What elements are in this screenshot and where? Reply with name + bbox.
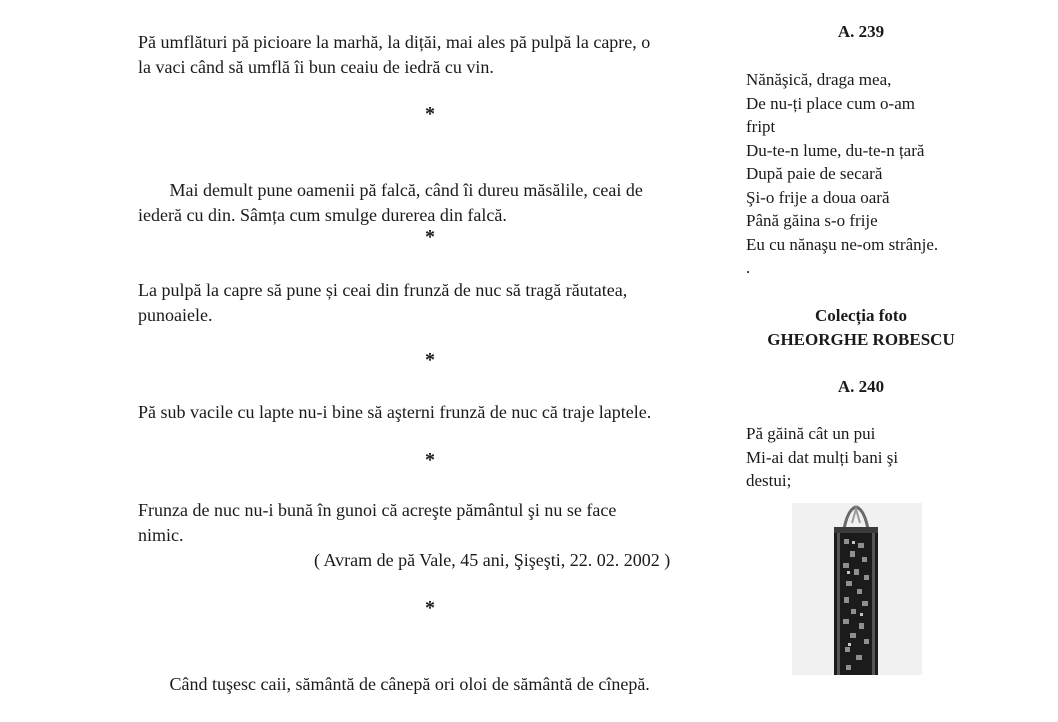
section-heading-a240: A. 240: [837, 377, 885, 396]
separator-star: *: [425, 349, 435, 371]
paragraph-line: La pulpă la capre să pune și ceai din frunză de nuc să tragă răutatea,: [138, 280, 628, 300]
paragraph-4: [138, 400, 651, 425]
separator-star: *: [425, 449, 435, 471]
paragraph-2: [138, 153, 643, 253]
paragraph-line: Pă sub vacile cu lapte nu-i bine să aşterni frunză de nuc că traje laptele.: [138, 402, 652, 422]
source-citation: ( Avram de pă Vale, 45 ani, Şişeşti, 22. 02. 2002 ): [314, 550, 671, 570]
separator-star: *: [425, 103, 435, 125]
paragraph-line: nimic.: [138, 525, 184, 545]
poem-line: fript: [746, 117, 776, 136]
poem-line: De nu-ți place cum o-am: [746, 93, 915, 113]
photo-woven-band: [792, 503, 922, 675]
poem-a239: [746, 68, 938, 280]
paragraph-line: la vaci când să umflă îi bun ceaiu de iedră cu vin.: [138, 57, 494, 77]
paragraph-line: Pă umflături pă picioare la marhă, la dițăi, mai ales pă pulpă la capre, o: [138, 32, 651, 52]
poem-line: Până găina s-o frije: [746, 211, 878, 230]
poem-line: Şi-o frije a doua oară: [746, 187, 890, 207]
poem-line: Pă găină cât un pui: [746, 424, 876, 443]
poem-line: Nănăşică, draga mea,: [746, 70, 892, 89]
separator-star: *: [425, 226, 435, 248]
paragraph-line: Când tuşesc caii, sământă de cânepă ori oloi de sământă de cînepă.: [165, 674, 650, 694]
paragraph-3: [138, 278, 627, 328]
paragraph-line: iederă cu din. Sâmța cum smulge durerea din falcă.: [138, 205, 507, 225]
paragraph-5: [138, 498, 616, 548]
paragraph-6: [138, 647, 650, 722]
poem-line: .: [746, 258, 751, 277]
poem-line: Mi-ai dat mulți bani şi: [746, 447, 899, 467]
paragraph-1: [138, 30, 650, 80]
poem-line: Du-te-n lume, du-te-n țară: [746, 140, 925, 160]
woven-band-image: [792, 503, 922, 675]
separator-star: *: [425, 597, 435, 619]
paragraph-line: Mai demult pune oamenii pă falcă, când îi dureu măsălile, ceai de: [165, 180, 643, 200]
paragraph-line: Frunza de nuc nu-i bună în gunoi că acreşte pământul şi nu se face: [138, 500, 617, 520]
poem-a240: [746, 422, 898, 493]
poem-line: destui;: [746, 471, 792, 490]
poem-line: După paie de secară: [746, 164, 883, 183]
paragraph-line: punoaiele.: [138, 305, 213, 325]
poem-line: Eu cu nănaşu ne-om strânje.: [746, 234, 939, 254]
section-heading-a239: A. 239: [837, 22, 885, 41]
photo-collection-title: Colecția foto: [814, 306, 908, 325]
photo-collection-name: GHEORGHE ROBESCU: [767, 330, 955, 349]
